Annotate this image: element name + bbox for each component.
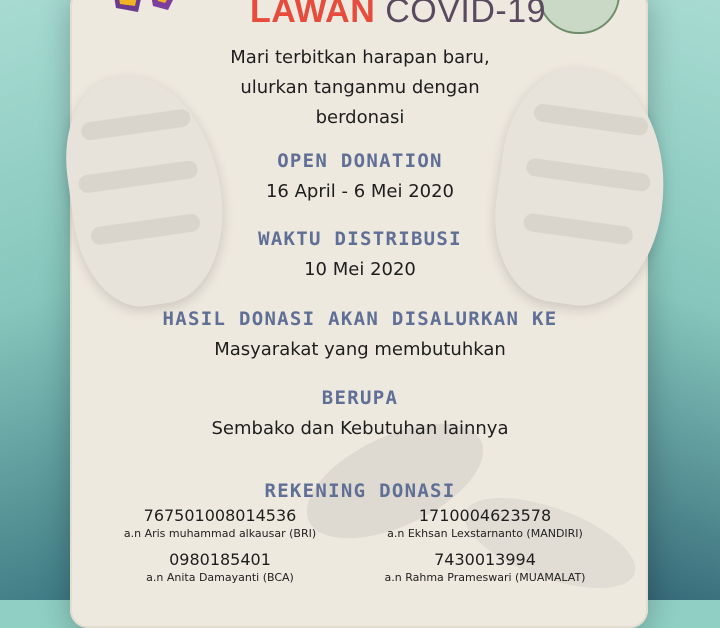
account-holder: a.n Ekhsan Lexstarnanto (MANDIRI): [387, 527, 583, 540]
waktu-distribusi-heading: WAKTU DISTRIBUSI: [258, 228, 462, 250]
account-number: 767501008014536: [143, 506, 297, 525]
hasil-donasi-heading: HASIL DONASI AKAN DISALURKAN KE: [162, 308, 558, 330]
berupa-heading: BERUPA: [321, 387, 399, 409]
page-title: [250, 0, 547, 31]
account-holder: a.n Rahma Prameswari (MUAMALAT): [384, 571, 586, 584]
hasil-donasi-value: Masyarakat yang membutuhkan: [214, 339, 506, 360]
intro-line: ulurkan tanganmu dengan: [240, 77, 480, 98]
open-donation-value: 16 April - 6 Mei 2020: [265, 181, 454, 202]
account-number: 7430013994: [434, 550, 536, 569]
account-item: [110, 550, 330, 584]
account-item: [110, 506, 330, 540]
account-number: 1710004623578: [418, 506, 552, 525]
berupa-value: Sembako dan Kebutuhan lainnya: [211, 418, 509, 439]
account-holder: a.n Anita Damayanti (BCA): [146, 571, 294, 584]
intro-line: berdonasi: [315, 107, 405, 128]
rekening-heading: REKENING DONASI: [264, 480, 456, 502]
waktu-distribusi-value: 10 Mei 2020: [304, 259, 416, 280]
intro-text: [170, 43, 550, 133]
intro-line: Mari terbitkan harapan baru,: [230, 47, 490, 68]
title-dark: COVID-19: [385, 0, 547, 30]
account-item: [375, 550, 595, 584]
open-donation-heading: OPEN DONATION: [277, 150, 443, 172]
account-item: [375, 506, 595, 540]
account-holder: a.n Aris muhammad alkausar (BRI): [123, 527, 317, 540]
title-red: LAWAN: [250, 0, 376, 30]
account-number: 0980185401: [169, 550, 271, 569]
